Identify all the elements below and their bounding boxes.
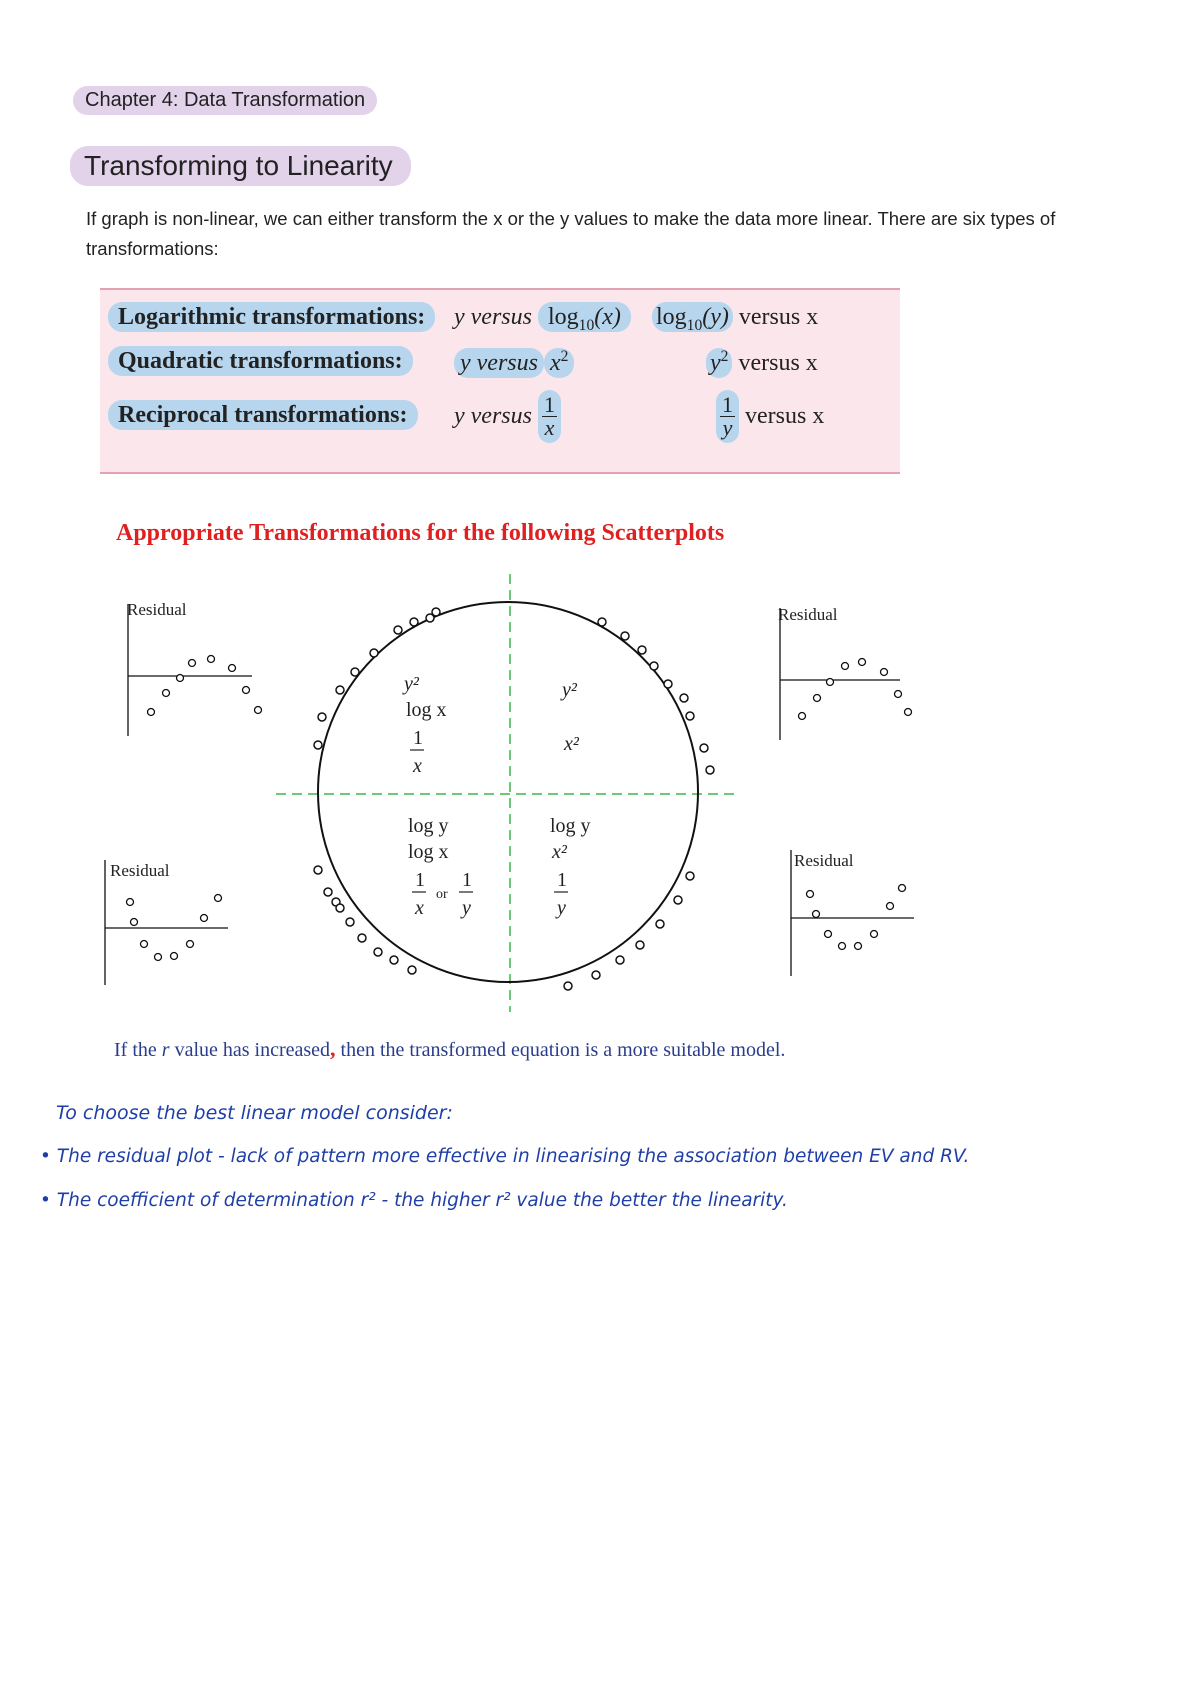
r-value-note: If the r value has increased, then the transformed equation is a more suitable model. bbox=[114, 1036, 786, 1061]
bl-frac2-den: y bbox=[462, 897, 471, 919]
recip-row-label: Reciprocal transformations: bbox=[108, 402, 418, 429]
residual-label-br: Residual bbox=[794, 851, 854, 870]
tl-y2: y² bbox=[404, 673, 419, 695]
chapter-heading: Chapter 4: Data Transformation bbox=[73, 86, 377, 115]
bl-frac2-num: 1 bbox=[462, 869, 472, 891]
bl-logx: log x bbox=[408, 841, 449, 863]
section-title: Transforming to Linearity bbox=[70, 146, 411, 186]
br-frac-num: 1 bbox=[557, 869, 567, 891]
bl-frac1-num: 1 bbox=[415, 869, 425, 891]
residual-label-tr: Residual bbox=[778, 605, 838, 624]
tr-x2: x² bbox=[564, 733, 579, 755]
intro-paragraph: If graph is non-linear, we can either transform the x or the y values to make the data more linear. There are six types of transformations: bbox=[86, 208, 1056, 259]
bl-or: or bbox=[436, 887, 448, 902]
recip-y-vs-1overx: y versus $\frac{1}{x}$ bbox=[454, 390, 561, 443]
br-x2: x² bbox=[552, 841, 567, 863]
residual-plot-top-right bbox=[778, 605, 912, 740]
log-y-vs-logx: y versus $\log_{10}(x)$ bbox=[454, 304, 631, 335]
residual-plot-bottom-left bbox=[105, 860, 228, 985]
handwritten-line-3: • The coefficient of determination r² - the higher r² value the better the linearity. bbox=[40, 1190, 788, 1211]
circle-scatter-points bbox=[314, 608, 714, 990]
handwritten-line-1: To choose the best linear model consider: bbox=[56, 1102, 453, 1124]
residual-plot-top-left bbox=[127, 600, 262, 736]
bl-frac1-den: x bbox=[415, 897, 424, 919]
tr-y2: y² bbox=[562, 679, 577, 701]
br-logy: log y bbox=[550, 815, 591, 837]
log-row-label: Logarithmic transformations: bbox=[108, 304, 435, 331]
quadrant-circle bbox=[318, 602, 698, 982]
tl-frac-den: x bbox=[413, 755, 422, 777]
quad-y2-vs-x: $y^2$ versus x bbox=[706, 348, 818, 377]
residual-plot-bottom-right bbox=[791, 850, 914, 976]
residual-label-bl: Residual bbox=[110, 861, 170, 880]
figure-title: Appropriate Transformations for the following Scatterplots bbox=[116, 520, 725, 546]
log-logy-vs-x: $\log_{10}(y)$ versus x bbox=[652, 304, 818, 335]
quad-y-vs-x2: y versus $x^2$ bbox=[454, 348, 574, 377]
tl-logx: log x bbox=[406, 699, 447, 721]
residual-label-tl: Residual bbox=[127, 600, 187, 619]
quad-row-label: Quadratic transformations: bbox=[108, 348, 413, 375]
bl-logy: log y bbox=[408, 815, 449, 837]
tl-frac-num: 1 bbox=[413, 727, 423, 749]
red-correction-mark: , bbox=[330, 1036, 336, 1061]
handwritten-line-2: • The residual plot - lack of pattern more effective in linearising the association between EV and RV. bbox=[40, 1146, 970, 1167]
br-frac-den: y bbox=[557, 897, 566, 919]
recip-1overy-vs-x: $\frac{1}{y}$ versus x bbox=[716, 390, 824, 443]
